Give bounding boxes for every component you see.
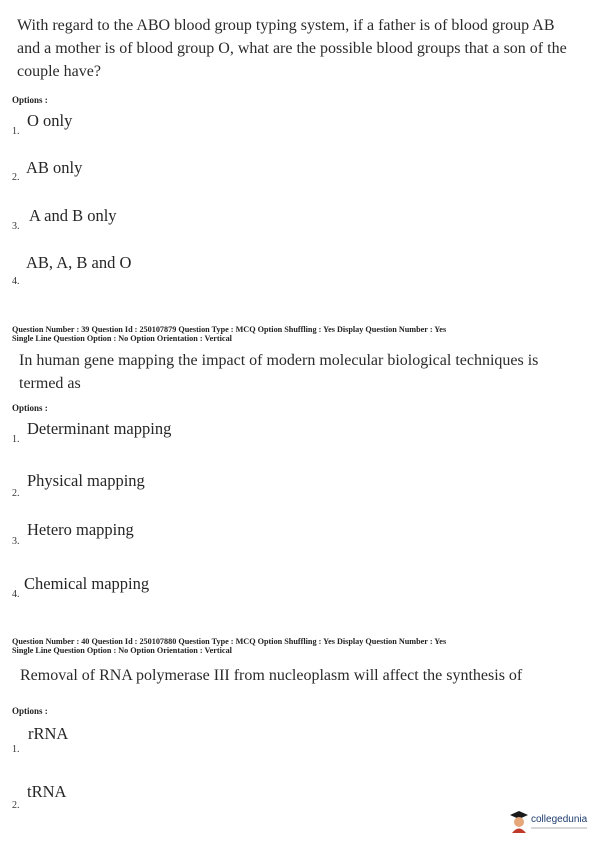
question-meta: Question Number : 39 Question Id : 250107879 Question Type : MCQ Option Shuffling : Yes Display Question Number : Yes (12, 325, 447, 334)
option-text[interactable]: tRNA (27, 782, 67, 801)
option-number: 2. (12, 488, 20, 499)
option-number: 1. (12, 434, 20, 445)
graduate-mascot-icon (509, 809, 529, 833)
collegedunia-logo (509, 808, 593, 834)
option-number: 4. (12, 276, 20, 287)
option-number: 2. (12, 172, 20, 183)
logo-text: collegedunia (531, 813, 588, 825)
question-meta: Single Line Question Option : No Option Orientation : Vertical (12, 646, 232, 655)
question-text: In human gene mapping the impact of modern molecular biological techniques is termed as (19, 352, 539, 392)
question-text: With regard to the ABO blood group typing system, if a father is of blood group AB and a mother is of blood group O, what are the possible blood groups that a son of the couple have? (17, 17, 567, 80)
option-text[interactable]: AB, A, B and O (26, 253, 132, 272)
option-text[interactable]: Physical mapping (27, 471, 145, 490)
option-text[interactable]: Determinant mapping (27, 419, 172, 438)
question-meta: Single Line Question Option : No Option Orientation : Vertical (12, 334, 232, 343)
option-number: 1. (12, 126, 20, 137)
option-number: 3. (12, 536, 20, 547)
options-label: Options : (12, 706, 48, 716)
logo-tagline (531, 827, 587, 829)
option-text[interactable]: Hetero mapping (27, 520, 134, 539)
option-number: 1. (12, 744, 20, 755)
option-number: 4. (12, 589, 20, 600)
option-text[interactable]: rRNA (28, 724, 69, 743)
option-number: 2. (12, 800, 20, 811)
option-number: 3. (12, 221, 20, 232)
option-text[interactable]: A and B only (29, 206, 117, 225)
options-label: Options : (12, 403, 48, 413)
option-text[interactable]: AB only (26, 158, 83, 177)
options-label: Options : (12, 95, 48, 105)
option-text[interactable]: O only (27, 111, 73, 130)
option-text[interactable]: Chemical mapping (24, 574, 150, 593)
question-meta: Question Number : 40 Question Id : 250107880 Question Type : MCQ Option Shuffling : Yes Display Question Number : Yes (12, 637, 447, 646)
question-text: Removal of RNA polymerase III from nucleoplasm will affect the synthesis of (20, 667, 523, 684)
